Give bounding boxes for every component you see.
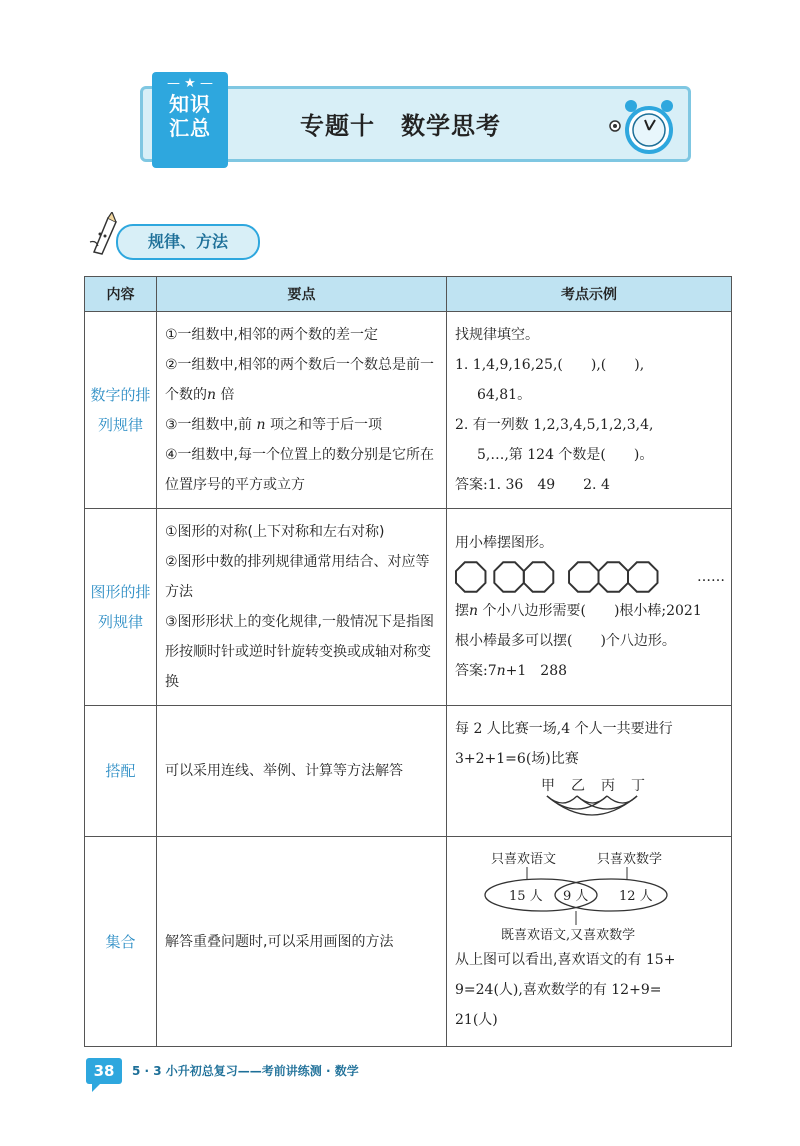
book-title: 5 · 3 小升初总复习——考前讲练测 · 数学 <box>132 1064 359 1078</box>
page-number: 38 <box>86 1058 122 1084</box>
continuation-dots: …… <box>697 569 725 585</box>
table-row <box>85 706 732 837</box>
table-row <box>85 312 732 509</box>
example-cell <box>447 837 732 1047</box>
example-line: 根小棒最多可以摆( )个八边形。 <box>455 633 676 649</box>
venn-bottom-label: 既喜欢语文,又喜欢数学 <box>501 928 636 943</box>
category-cell: 搭配 <box>85 706 157 837</box>
octagon-sticks-figure <box>455 560 687 594</box>
points-cell <box>157 509 447 706</box>
category-cell: 集合 <box>85 837 157 1047</box>
example-cell <box>447 509 732 706</box>
badge-star: — ★ — <box>167 76 213 91</box>
badge-line-2: 汇总 <box>169 116 211 140</box>
points-cell <box>157 706 447 837</box>
example-line: 9=24(人),喜欢数学的有 12+9= <box>455 982 662 998</box>
example-answer: 答案:7n+1 288 <box>455 663 568 679</box>
venn-diagram <box>455 845 725 945</box>
example-line: 摆n 个小八边形需要( )根小棒;2021 <box>455 603 702 619</box>
points-cell <box>157 312 447 509</box>
venn-left-label: 只喜欢语文 <box>491 852 557 867</box>
point-item: 解答重叠问题时,可以采用画图的方法 <box>165 933 394 950</box>
example-line: 64,81。 <box>477 387 532 403</box>
badge-line-1: 知识 <box>169 92 211 116</box>
player-name: 丙 <box>601 778 615 794</box>
category-cell <box>85 509 157 706</box>
header-content: 内容 <box>85 277 157 312</box>
example-line: 1. 1,4,9,16,25,( ),( ), <box>455 357 645 373</box>
section-tag: 规律、方法 <box>116 224 260 260</box>
knowledge-table <box>84 276 732 1047</box>
point-item: ①一组数中,相邻的两个数的差一定 <box>165 327 379 343</box>
table-row <box>85 509 732 706</box>
point-item: ②一组数中,相邻的两个数后一个数总是前一个数的n 倍 <box>165 357 434 403</box>
category-line: 数字的排 <box>90 386 151 404</box>
octagon-row <box>455 558 725 596</box>
page-title <box>300 106 501 141</box>
example-title: 用小棒摆图形。 <box>455 535 553 551</box>
example-line: 每 2 人比赛一场,4 个人一共要进行 <box>455 721 673 737</box>
header-examples: 考点示例 <box>447 277 732 312</box>
example-cell <box>447 312 732 509</box>
point-item: ②图形中数的排列规律通常用结合、对应等方法 <box>165 554 430 600</box>
point-item: 可以采用连线、举例、计算等方法解答 <box>165 763 403 779</box>
venn-right-count: 12 人 <box>619 889 653 904</box>
example-answer: 答案:1. 36 49 2. 4 <box>455 477 610 493</box>
example-cell <box>447 706 732 837</box>
player-name: 甲 <box>541 778 555 794</box>
example-line: 3+2+1=6(场)比赛 <box>455 751 579 767</box>
header-key-points: 要点 <box>157 277 447 312</box>
example-line: 从上图可以看出,喜欢语文的有 15+ <box>455 952 676 968</box>
knowledge-summary-badge <box>152 72 228 168</box>
player-name: 乙 <box>571 778 585 794</box>
match-diagram <box>455 774 725 828</box>
player-name: 丁 <box>631 778 645 794</box>
example-line: 21(人) <box>455 1012 498 1028</box>
example-line: 5,…,第 124 个数是( )。 <box>477 447 654 463</box>
category-line: 图形的排 <box>90 583 151 601</box>
category-line: 列规律 <box>97 613 143 631</box>
venn-left-count: 15 人 <box>509 889 543 904</box>
table-row <box>85 837 732 1047</box>
point-item: ④一组数中,每一个位置上的数分别是它所在位置序号的平方或立方 <box>165 447 434 493</box>
example-title: 找规律填空。 <box>455 327 539 343</box>
category-cell <box>85 312 157 509</box>
point-item: ③一组数中,前 n 项之和等于后一项 <box>165 417 382 433</box>
point-item: ③图形形状上的变化规律,一般情况下是指图形按顺时针或逆时针旋转变换或成轴对称变换 <box>165 614 434 690</box>
example-line: 2. 有一列数 1,2,3,4,5,1,2,3,4, <box>455 417 654 433</box>
points-cell <box>157 837 447 1047</box>
topic-number: 专题十 <box>300 112 375 140</box>
page-number-tail <box>92 1082 102 1092</box>
venn-right-label: 只喜欢数学 <box>597 852 663 867</box>
venn-mid-count: 9 人 <box>563 889 589 904</box>
point-item: ①图形的对称(上下对称和左右对称) <box>165 524 385 540</box>
topic-title: 数学思考 <box>401 112 501 140</box>
alarm-clock-icon <box>605 96 681 156</box>
category-line: 列规律 <box>97 416 143 434</box>
table-header-row <box>85 277 732 312</box>
